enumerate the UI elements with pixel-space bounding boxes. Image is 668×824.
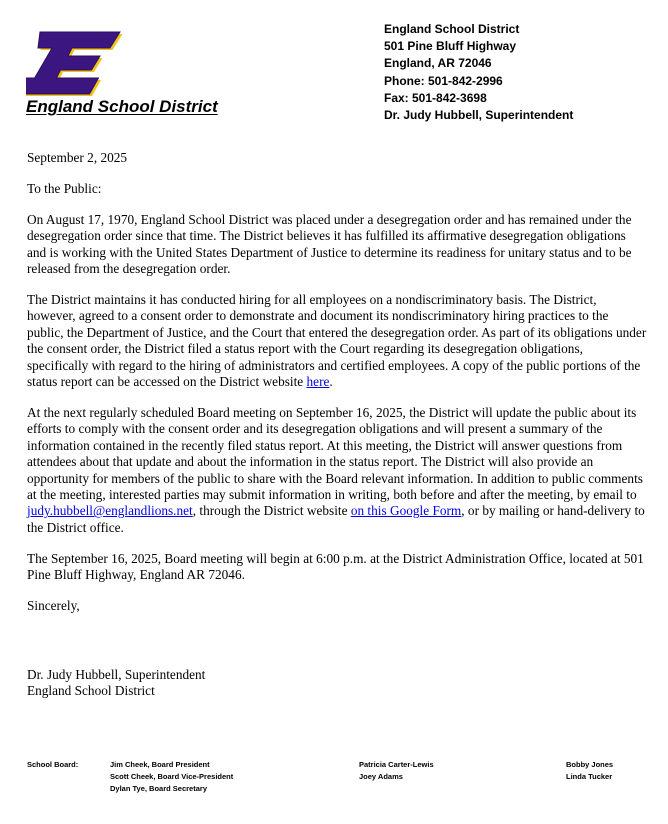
letter-date: September 2, 2025 — [27, 150, 128, 165]
contact-fax: Fax: 501-842-3698 — [384, 90, 487, 105]
letter-closing: Sincerely, — [27, 597, 80, 613]
district-title: England School District — [26, 97, 218, 116]
school-board-label: School Board: — [27, 760, 79, 769]
contact-city: England, AR 72046 — [384, 56, 492, 71]
board-member: Joey Adams — [359, 771, 403, 781]
paragraph-3 — [27, 405, 647, 536]
contact-district-name: England School District — [384, 22, 520, 36]
paragraph-1: On August 17, 1970, England School District was placed under a desegregation order and has remained under the desegregation order since that time. The District believes it has fulfilled its affirmative desegregation obligations and is working with the United States Department of Justice to determine its readiness for unitary status and to be released from the desegregation order. — [27, 211, 632, 277]
paragraph-4: The September 16, 2025, Board meeting will begin at 6:00 p.m. at the District Administration Office, located at 501 Pine Bluff Highway, England AR 72046. — [27, 550, 644, 583]
contact-address: 501 Pine Bluff Highway — [384, 39, 517, 54]
paragraph-3-text: At the next regularly scheduled Board meeting on September 16, 2025, the District will update the public about its efforts to comply with the consent order and its desegregation obligations and will present a summary of the information contained in the recently filed status report. At this meeting, the District will answer questions from attendees about that update and about the information in the status report. The District will also provide an opportunity for members of the public to share with the Board relevant information. In addition to public comments at the meeting, interested parties may submit information in writing, both before and after the meeting, by email to — [27, 404, 643, 502]
board-member: Jim Cheek, Board President — [110, 760, 210, 769]
signer-org: England School District — [27, 683, 155, 699]
board-member: Dylan Tye, Board Secretary — [110, 783, 207, 793]
signer-name: Dr. Judy Hubbell, Superintendent — [27, 666, 206, 682]
board-member: Patricia Carter-Lewis — [359, 760, 434, 769]
status-report-link[interactable]: here — [306, 373, 330, 389]
board-member: Linda Tucker — [566, 771, 613, 781]
paragraph-3-end: , or by mailing or hand-delivery to the District office. — [27, 503, 645, 535]
board-column-2 — [359, 759, 434, 783]
board-member: Scott Cheek, Board Vice-President — [110, 771, 234, 781]
contact-phone: Phone: 501-842-2996 — [384, 73, 503, 88]
paragraph-2-end: . — [329, 373, 333, 389]
letter-body — [27, 150, 647, 700]
board-member: Bobby Jones — [566, 760, 614, 769]
google-form-link[interactable]: on this Google Form — [350, 503, 462, 519]
email-link[interactable]: judy.hubbell@englandlions.net — [27, 503, 193, 519]
signature-block — [27, 667, 647, 700]
district-logo — [26, 30, 138, 96]
board-column-3 — [566, 759, 613, 783]
contact-block — [384, 21, 573, 124]
paragraph-3-mid: , through the District website — [192, 503, 351, 519]
contact-superintendent: Dr. Judy Hubbell, Superintendent — [384, 108, 574, 123]
paragraph-2 — [27, 292, 647, 390]
paragraph-2-text: The District maintains it has conducted hiring for all employees on a nondiscriminatory basis. The District, however, agreed to a consent order to demonstrate and document its nondiscriminatory hiring practices to the public, the Department of Justice, and the Court that entered the desegregation order. As part of its obligations under the consent order, the District filed a status report with the Court regarding its desegregation obligations, specifically with regard to the hiring of administrators and certified employees. A copy of the public portions of the status report can be accessed on the District website — [27, 291, 647, 389]
letter-salutation: To the Public: — [27, 180, 102, 196]
board-column-1 — [110, 759, 233, 794]
